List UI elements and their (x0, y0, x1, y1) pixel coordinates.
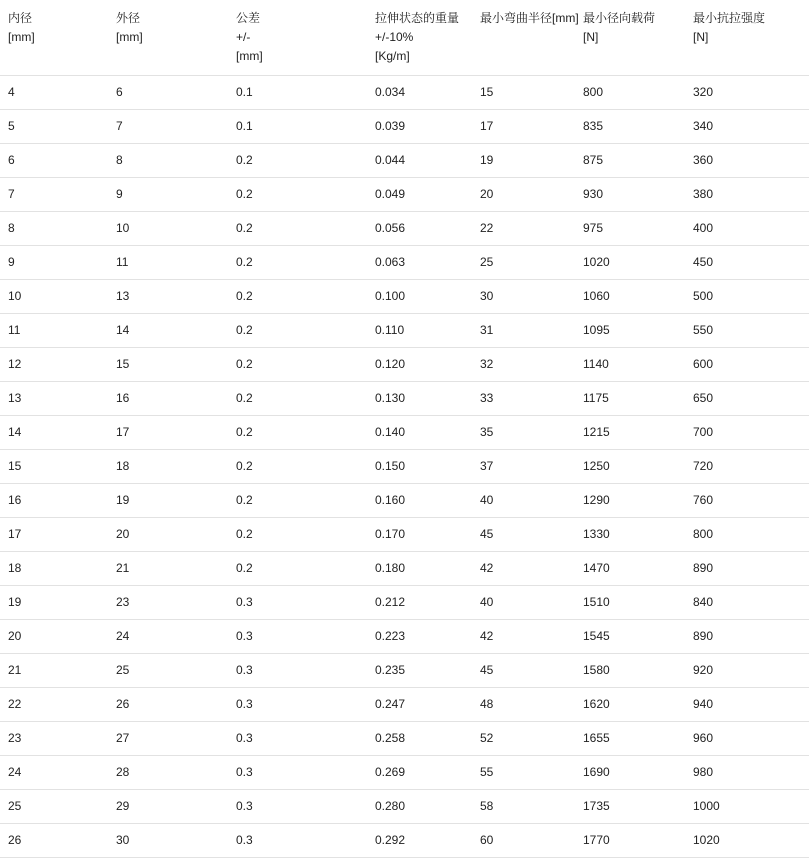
table-row (0, 144, 809, 178)
table-row (0, 450, 809, 484)
table-cell: 22 (472, 212, 575, 246)
table-column-header-line: 最小抗拉强度 (693, 11, 766, 25)
table-cell: 60 (472, 824, 575, 858)
table-cell: 0.180 (367, 552, 472, 586)
table-cell: 5 (0, 110, 108, 144)
table-cell: 7 (0, 178, 108, 212)
table-cell: 12 (0, 348, 108, 382)
table-cell: 24 (108, 620, 228, 654)
table-cell: 15 (108, 348, 228, 382)
table-cell: 1330 (575, 518, 685, 552)
table-cell: 0.160 (367, 484, 472, 518)
table-cell: 30 (108, 824, 228, 858)
table-column-header (228, 0, 367, 76)
table-cell: 1770 (575, 824, 685, 858)
table-cell: 48 (472, 688, 575, 722)
table-cell: 0.120 (367, 348, 472, 382)
table-cell: 600 (685, 348, 809, 382)
table-cell: 20 (108, 518, 228, 552)
table-cell: 13 (0, 382, 108, 416)
table-cell: 0.223 (367, 620, 472, 654)
table-cell: 1250 (575, 450, 685, 484)
table-cell: 0.235 (367, 654, 472, 688)
table-cell: 720 (685, 450, 809, 484)
table-cell: 800 (575, 76, 685, 110)
table-row (0, 280, 809, 314)
table-cell: 0.150 (367, 450, 472, 484)
table-cell: 1620 (575, 688, 685, 722)
table-cell: 26 (108, 688, 228, 722)
table-cell: 400 (685, 212, 809, 246)
table-cell: 25 (0, 790, 108, 824)
table-cell: 42 (472, 552, 575, 586)
table-cell: 27 (108, 722, 228, 756)
table-cell: 19 (472, 144, 575, 178)
table-cell: 37 (472, 450, 575, 484)
table-cell: 1655 (575, 722, 685, 756)
table-row (0, 620, 809, 654)
table-cell: 0.2 (228, 552, 367, 586)
table-row (0, 484, 809, 518)
table-cell: 52 (472, 722, 575, 756)
table-column-header-line: [mm] (236, 49, 263, 63)
table-cell: 29 (108, 790, 228, 824)
table-column-header-line: 拉伸状态的重量 (375, 11, 460, 25)
table-cell: 11 (108, 246, 228, 280)
table-cell: 940 (685, 688, 809, 722)
table-header-row (0, 0, 809, 76)
table-cell: 0.1 (228, 110, 367, 144)
table-cell: 0.3 (228, 722, 367, 756)
table-cell: 450 (685, 246, 809, 280)
table-cell: 875 (575, 144, 685, 178)
table-cell: 16 (108, 382, 228, 416)
table-row (0, 416, 809, 450)
table-cell: 6 (0, 144, 108, 178)
table-row (0, 178, 809, 212)
table-cell: 35 (472, 416, 575, 450)
table-cell: 0.2 (228, 314, 367, 348)
table-column-header (575, 0, 685, 76)
table-cell: 15 (0, 450, 108, 484)
table-cell: 0.292 (367, 824, 472, 858)
table-column-header (108, 0, 228, 76)
table-column-header (472, 0, 579, 76)
table-row (0, 314, 809, 348)
table-cell: 1215 (575, 416, 685, 450)
table-cell: 40 (472, 586, 575, 620)
table-cell: 1470 (575, 552, 685, 586)
table-cell: 890 (685, 552, 809, 586)
table-cell: 45 (472, 518, 575, 552)
table-column-header-line: 公差 (236, 11, 261, 25)
table-cell: 28 (108, 756, 228, 790)
table-row (0, 382, 809, 416)
table-header (0, 0, 809, 76)
table-cell: 55 (472, 756, 575, 790)
table-row (0, 518, 809, 552)
table-cell: 14 (0, 416, 108, 450)
table-row (0, 688, 809, 722)
table-cell: 1580 (575, 654, 685, 688)
table-cell: 18 (0, 552, 108, 586)
table-cell: 0.170 (367, 518, 472, 552)
table-column-header-line: [mm] (8, 30, 35, 44)
table-cell: 31 (472, 314, 575, 348)
table-cell: 24 (0, 756, 108, 790)
table-row (0, 824, 809, 858)
table-cell: 1095 (575, 314, 685, 348)
table-cell: 700 (685, 416, 809, 450)
table-cell: 0.110 (367, 314, 472, 348)
table-cell: 380 (685, 178, 809, 212)
table-cell: 0.2 (228, 212, 367, 246)
table-cell: 340 (685, 110, 809, 144)
table-row (0, 348, 809, 382)
table-cell: 9 (0, 246, 108, 280)
table-cell: 0.2 (228, 280, 367, 314)
table-cell: 0.3 (228, 654, 367, 688)
table-row (0, 790, 809, 824)
table-cell: 0.212 (367, 586, 472, 620)
table-cell: 360 (685, 144, 809, 178)
table-cell: 8 (0, 212, 108, 246)
table-cell: 0.3 (228, 756, 367, 790)
table-cell: 0.1 (228, 76, 367, 110)
table-cell: 0.3 (228, 586, 367, 620)
table-cell: 15 (472, 76, 575, 110)
table-cell: 0.2 (228, 450, 367, 484)
table-cell: 920 (685, 654, 809, 688)
table-cell: 0.2 (228, 416, 367, 450)
table-cell: 21 (0, 654, 108, 688)
table-cell: 930 (575, 178, 685, 212)
table-column-header-line: 最小径向载荷 (583, 11, 656, 25)
table-column-header-line: 最小弯曲半径[mm] (480, 11, 579, 25)
table-cell: 550 (685, 314, 809, 348)
table-cell: 42 (472, 620, 575, 654)
table-cell: 1000 (685, 790, 809, 824)
table-cell: 1290 (575, 484, 685, 518)
table-cell: 760 (685, 484, 809, 518)
table-cell: 0.269 (367, 756, 472, 790)
table-cell: 7 (108, 110, 228, 144)
table-cell: 1735 (575, 790, 685, 824)
table-cell: 0.034 (367, 76, 472, 110)
table-cell: 1140 (575, 348, 685, 382)
table-cell: 17 (472, 110, 575, 144)
table-cell: 6 (108, 76, 228, 110)
table-cell: 23 (0, 722, 108, 756)
table-row (0, 246, 809, 280)
table-cell: 19 (0, 586, 108, 620)
table-cell: 14 (108, 314, 228, 348)
table-cell: 960 (685, 722, 809, 756)
table-cell: 58 (472, 790, 575, 824)
table-cell: 0.130 (367, 382, 472, 416)
table-row (0, 654, 809, 688)
table-cell: 975 (575, 212, 685, 246)
table-cell: 22 (0, 688, 108, 722)
table-cell: 320 (685, 76, 809, 110)
table-cell: 0.140 (367, 416, 472, 450)
table-cell: 0.3 (228, 688, 367, 722)
table-cell: 0.056 (367, 212, 472, 246)
table-column-header (0, 0, 108, 76)
table-cell: 9 (108, 178, 228, 212)
table-cell: 1545 (575, 620, 685, 654)
table-cell: 17 (0, 518, 108, 552)
table-row (0, 76, 809, 110)
table-cell: 13 (108, 280, 228, 314)
table-cell: 800 (685, 518, 809, 552)
table-column-header (367, 0, 472, 76)
table-cell: 17 (108, 416, 228, 450)
table-cell: 25 (108, 654, 228, 688)
table-cell: 1175 (575, 382, 685, 416)
table-row (0, 756, 809, 790)
table-cell: 0.2 (228, 246, 367, 280)
table-cell: 21 (108, 552, 228, 586)
table-cell: 26 (0, 824, 108, 858)
table-cell: 1020 (575, 246, 685, 280)
table-cell: 0.2 (228, 484, 367, 518)
table-row (0, 722, 809, 756)
table-column-header-line: [mm] (116, 30, 143, 44)
table-cell: 33 (472, 382, 575, 416)
table-cell: 1020 (685, 824, 809, 858)
table-cell: 20 (472, 178, 575, 212)
table-cell: 0.100 (367, 280, 472, 314)
table-cell: 10 (108, 212, 228, 246)
table-column-header (685, 0, 809, 76)
table-cell: 0.049 (367, 178, 472, 212)
table-cell: 835 (575, 110, 685, 144)
table-cell: 1510 (575, 586, 685, 620)
table-cell: 30 (472, 280, 575, 314)
table-cell: 0.063 (367, 246, 472, 280)
table-column-header-line: [N] (693, 30, 709, 44)
table-cell: 45 (472, 654, 575, 688)
table-cell: 20 (0, 620, 108, 654)
table-cell: 980 (685, 756, 809, 790)
table-row (0, 586, 809, 620)
table-cell: 0.247 (367, 688, 472, 722)
table-cell: 890 (685, 620, 809, 654)
table-cell: 500 (685, 280, 809, 314)
table-cell: 650 (685, 382, 809, 416)
table-row (0, 110, 809, 144)
table-cell: 0.2 (228, 518, 367, 552)
table-cell: 16 (0, 484, 108, 518)
table-cell: 19 (108, 484, 228, 518)
table-cell: 0.2 (228, 382, 367, 416)
table-cell: 23 (108, 586, 228, 620)
table-cell: 840 (685, 586, 809, 620)
table-cell: 18 (108, 450, 228, 484)
table-cell: 0.3 (228, 824, 367, 858)
table-cell: 0.280 (367, 790, 472, 824)
table-column-header-line: 内径 (8, 11, 33, 25)
table-cell: 1060 (575, 280, 685, 314)
table-cell: 0.2 (228, 348, 367, 382)
table-cell: 0.2 (228, 144, 367, 178)
table-cell: 0.258 (367, 722, 472, 756)
table-cell: 4 (0, 76, 108, 110)
table-column-header-line: [N] (583, 30, 599, 44)
table-cell: 11 (0, 314, 108, 348)
table-cell: 0.039 (367, 110, 472, 144)
table-column-header-line: +/-10% (375, 30, 414, 44)
table-row (0, 552, 809, 586)
table-cell: 8 (108, 144, 228, 178)
table-cell: 0.2 (228, 178, 367, 212)
table-cell: 0.3 (228, 620, 367, 654)
table-cell: 32 (472, 348, 575, 382)
table-cell: 25 (472, 246, 575, 280)
table-cell: 0.044 (367, 144, 472, 178)
table-column-header-line: +/- (236, 30, 251, 44)
table-cell: 40 (472, 484, 575, 518)
table-body (0, 76, 809, 858)
table-cell: 1690 (575, 756, 685, 790)
table-column-header-line: [Kg/m] (375, 49, 410, 63)
table-cell: 10 (0, 280, 108, 314)
table-column-header-line: 外径 (116, 11, 141, 25)
table-row (0, 212, 809, 246)
table-cell: 0.3 (228, 790, 367, 824)
